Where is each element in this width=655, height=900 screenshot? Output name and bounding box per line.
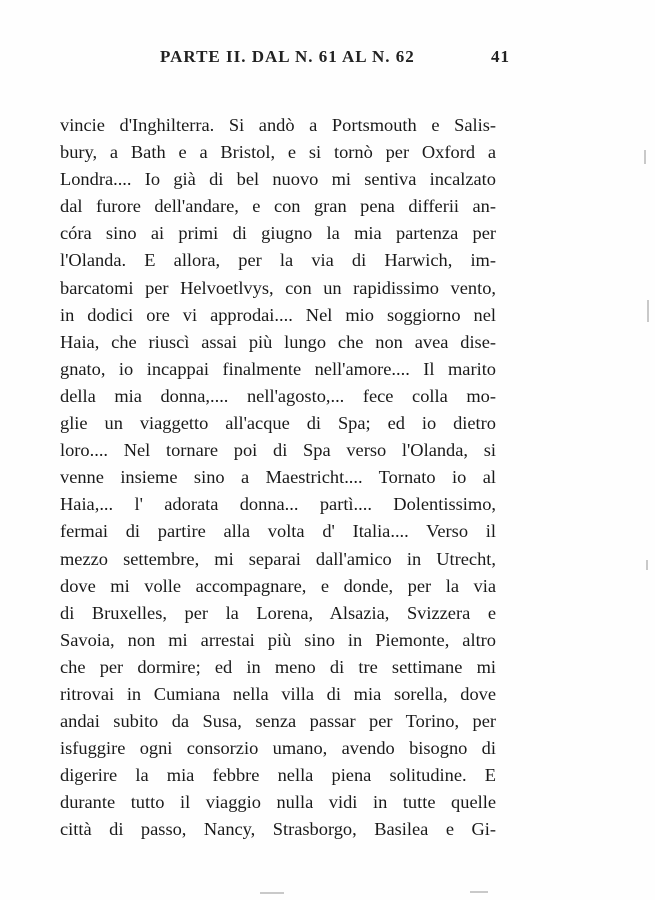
scan-mark [647, 300, 649, 322]
text-line: andai subito da Susa, senza passar per Torino, per [60, 711, 496, 732]
text-line: isfuggire ogni consorzio umano, avendo bisogno di [60, 738, 496, 759]
text-line: dove mi volle accompagnare, e donde, per la via [60, 575, 496, 596]
text-line: vincie d'Inghilterra. Si andò a Portsmouth e Salis- [60, 115, 496, 135]
body-text [60, 112, 496, 844]
text-line: città di passo, Nancy, Strasborgo, Basilea e Gi- [60, 819, 496, 840]
text-line: bury, a Bath e a Bristol, e si tornò per Oxford a [60, 142, 496, 163]
text-line: Londra.... Io già di bel nuovo mi sentiva incalzato [60, 169, 496, 190]
text-line: ritrovai in Cumiana nella villa di mia sorella, dove [60, 683, 496, 704]
text-line: barcatomi per Helvoetlvys, con un rapidissimo vento, [60, 277, 496, 298]
page-header [150, 47, 510, 75]
text-line: dal furore dell'andare, e con gran pena differii an- [60, 196, 496, 217]
text-line: Haia, che riuscì assai più lungo che non avea dise- [60, 331, 496, 352]
scan-mark [260, 892, 284, 894]
text-line: glie un viaggetto all'acque di Spa; ed io dietro [60, 413, 496, 434]
text-line: della mia donna,.... nell'agosto,... fece colla mo- [60, 385, 496, 406]
text-line: che per dormire; ed in meno di tre settimane mi [60, 656, 496, 677]
text-line: mezzo settembre, mi separai dall'amico in Utrecht, [60, 548, 496, 569]
text-line: di Bruxelles, per la Lorena, Alsazia, Svizzera e [60, 602, 496, 623]
text-line: venne insieme sino a Maestricht.... Tornato io al [60, 467, 496, 488]
text-line: fermai di partire alla volta d' Italia.... Verso il [60, 521, 496, 542]
text-line: gnato, io incappai finalmente nell'amore.... Il marito [60, 358, 496, 379]
scan-mark [470, 891, 488, 893]
text-line: Haia,... l' adorata donna... partì.... Dolentissimo, [60, 494, 496, 515]
text-line: loro.... Nel tornare poi di Spa verso l'Olanda, si [60, 440, 496, 461]
text-line: digerire la mia febbre nella piena solitudine. E [60, 765, 496, 786]
scan-mark [646, 560, 648, 570]
text-line: Savoia, non mi arrestai più sino in Piemonte, altro [60, 629, 496, 650]
running-title: PARTE II. DAL N. 61 AL N. 62 [160, 47, 415, 66]
text-line: durante tutto il viaggio nulla vidi in tutte quelle [60, 792, 496, 813]
text-line: in dodici ore vi approdai.... Nel mio soggiorno nel [60, 304, 496, 325]
text-line: córa sino ai primi di giugno la mia partenza per [60, 223, 496, 244]
scan-mark [644, 150, 646, 164]
page-number: 41 [491, 47, 510, 66]
text-line: l'Olanda. E allora, per la via di Harwich, im- [60, 250, 496, 271]
